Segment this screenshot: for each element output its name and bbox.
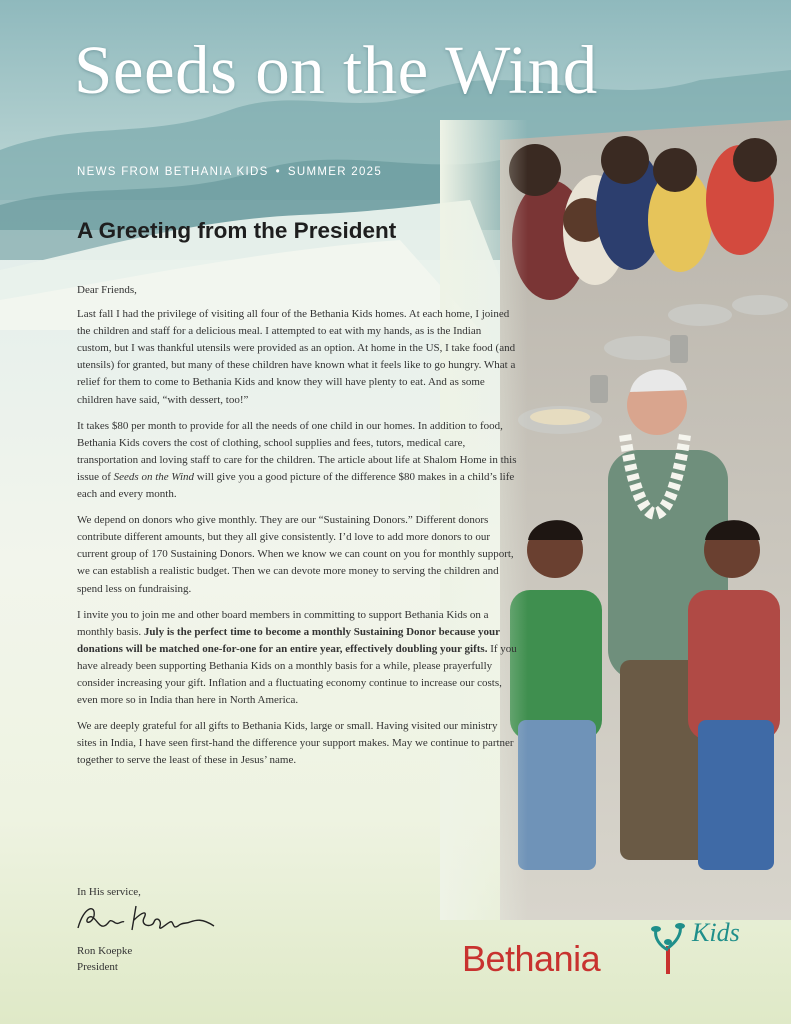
signer-title: President: [77, 961, 118, 973]
newsletter-name-italic: Seeds on the Wind: [113, 470, 195, 483]
paragraph-4-text-end: If you have already been supporting Bethania Kids on a monthly basis for a while, please prayerfully consider increasing your gift. Inflation and a fluctuating economy continue to increase our costs, even more so in India than here in North America.: [77, 642, 517, 707]
newsletter-title: Seeds on the Wind: [74, 32, 598, 108]
tree-icon: [648, 920, 688, 976]
paragraph-2-text: It takes $80 per month to provide for all the needs of one child in our homes. In addition to food, Bethania Kids covers the cost of clothing, school supplies and fees, tutors, medical care, transportation and loving staff to care for the children. The article about life at Shalom Home in this issue of: [77, 419, 517, 483]
paragraph-1: Last fall I had the privilege of visiting all four of the Bethania Kids homes. At each home, I joined the children and staff for a delicious meal. I attempted to eat with my hands, as is the Indian custom, but I was thankful utensils were provided as an option. At home in the US, I take food (and utensils) for granted, but many of these children have known what it feels like to go hungry. What a relief for them to come to Bethania Kids and know they will have plenty to eat. And as some children have said, “with dessert, too!”: [77, 308, 516, 406]
signer-block: [77, 943, 132, 975]
paragraph-4-text: I invite you to join me and other board members in committing to support Bethania Kids on a monthly basis.: [77, 608, 489, 638]
issue-line: [77, 166, 382, 178]
bethania-kids-logo: [462, 916, 762, 986]
article-headline: A Greeting from the President: [77, 218, 397, 243]
publisher-label: NEWS FROM BETHANIA KIDS: [77, 166, 269, 178]
closing-line: In His service,: [77, 886, 141, 898]
separator: •: [275, 166, 281, 178]
signer-name: Ron Koepke: [77, 945, 133, 957]
paragraph-3: We depend on donors who give monthly. They are our “Sustaining Donors.” Different donors contribute different amounts, but they all give consistently. I’d love to add more donors to our current group of 170 Sustaining Donors. When we know we can count on you for monthly support, we can establish a realistic budget. Then we can devote more money to serving the children and spend less on fundraising.: [77, 514, 514, 595]
matching-gift-callout: July is the perfect time to become a monthly Sustaining Donor because your donations will be matched one-for-one for an entire year, effectively doubling your gifts.: [77, 625, 500, 655]
letter-body: [77, 282, 517, 778]
handwritten-signature: [74, 898, 224, 938]
paragraph-2-text-end: will give you a good picture of the difference $80 makes in a child’s life each and every month.: [77, 470, 515, 501]
paragraph-4: [77, 607, 517, 710]
paragraph-5: We are deeply grateful for all gifts to Bethania Kids, large or small. Having visited our ministry sites in India, I have seen first-hand the difference your support makes. May we continue to partner together to serve the least of these in Jesus’ name.: [77, 720, 514, 767]
salutation: Dear Friends,: [77, 284, 137, 296]
paragraph-2: [77, 418, 517, 503]
logo-wordmark: Bethania: [462, 938, 601, 979]
logo-kids-text: Kids: [692, 918, 740, 947]
issue-label: SUMMER 2025: [287, 166, 383, 178]
